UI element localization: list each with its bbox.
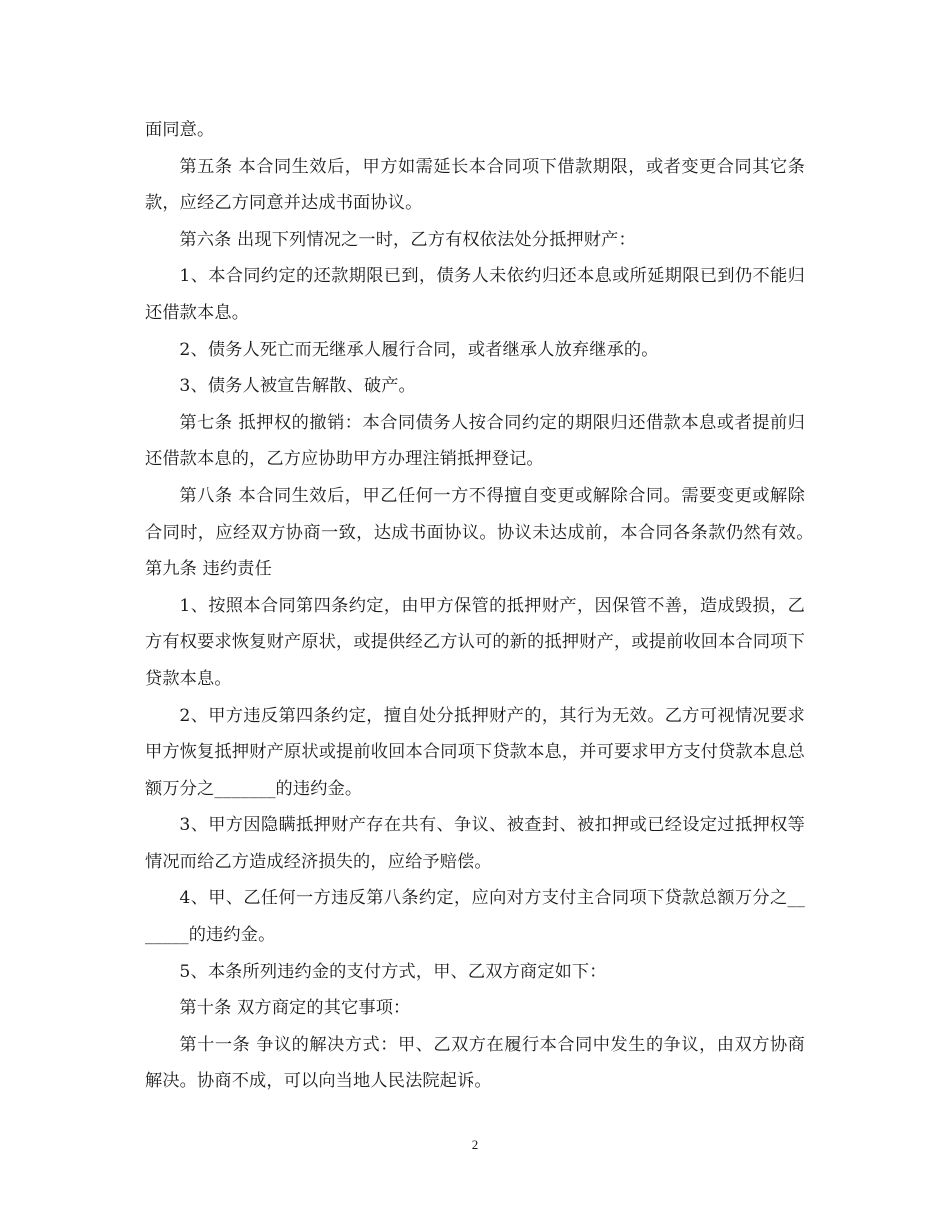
paragraph-article-6-item-1: 1、本合同约定的还款期限已到，债务人未依约归还本息或所延期限已到仍不能归还借款本息。	[145, 266, 805, 323]
paragraph-continuation: 面同意。	[145, 120, 215, 140]
paragraph-article-9-item-3: 3、甲方因隐瞒抵押财产存在共有、争议、被查封、被扣押或已经设定过抵押权等情况而给乙方造成经济损失的，应给予赔偿。	[145, 815, 805, 872]
paragraph-article-6-item-3: 3、债务人被宣告解散、破产。	[179, 376, 416, 397]
paragraph-article-9-item-1: 1、按照本合同第四条约定，由甲方保管的抵押财产，因保管不善，造成毁损，乙方有权要求恢复财产原状，或提供经乙方认可的新的抵押财产，或提前收回本合同项下贷款本息。	[145, 595, 805, 689]
paragraph-article-6: 第六条 出现下列情况之一时，乙方有权依法处分抵押财产：	[179, 229, 636, 250]
paragraph-article-5: 第五条 本合同生效后，甲方如需延长本合同项下借款期限，或者变更合同其它条款，应经乙方同意并达成书面协议。	[145, 156, 805, 214]
paragraph-article-9-item-5: 5、本条所列违约金的支付方式，甲、乙双方商定如下：	[179, 961, 607, 982]
document-body	[145, 112, 828, 1100]
paragraph-article-6-item-2: 2、债务人死亡而无继承人履行合同，或者继承人放弃继承的。	[179, 339, 659, 360]
paragraph-article-9-item-2: 2、甲方违反第四条约定，擅自处分抵押财产的，其行为无效。乙方可视情况要求甲方恢复抵押财产原状或提前收回本合同项下贷款本息，并可要求甲方支付贷款本息总额万分之_______的违约金。	[145, 705, 805, 799]
paragraph-article-7: 第七条 抵押权的撤销：本合同债务人按合同约定的期限归还借款本息或者提前归还借款本息的，乙方应协助甲方办理注销抵押登记。	[145, 412, 805, 470]
paragraph-article-11: 第十一条 争议的解决方式：甲、乙双方在履行本合同中发生的争议，由双方协商解决。协商不成，可以向当地人民法院起诉。	[145, 1034, 805, 1092]
paragraph-article-10: 第十条 双方商定的其它事项：	[179, 998, 411, 1019]
paragraph-article-8-9: 第八条 本合同生效后，甲乙任何一方不得擅自变更或解除合同。需要变更或解除合同时，应经双方协商一致，达成书面协议。协议未达成前，本合同各条款仍然有效。 第九条 违约责任	[145, 485, 828, 580]
paragraph-article-9-item-4: 4、甲、乙任何一方违反第八条约定，应向对方支付主合同项下贷款总额万分之_______的违约金。	[145, 888, 805, 946]
page-number: 2	[471, 1137, 479, 1152]
